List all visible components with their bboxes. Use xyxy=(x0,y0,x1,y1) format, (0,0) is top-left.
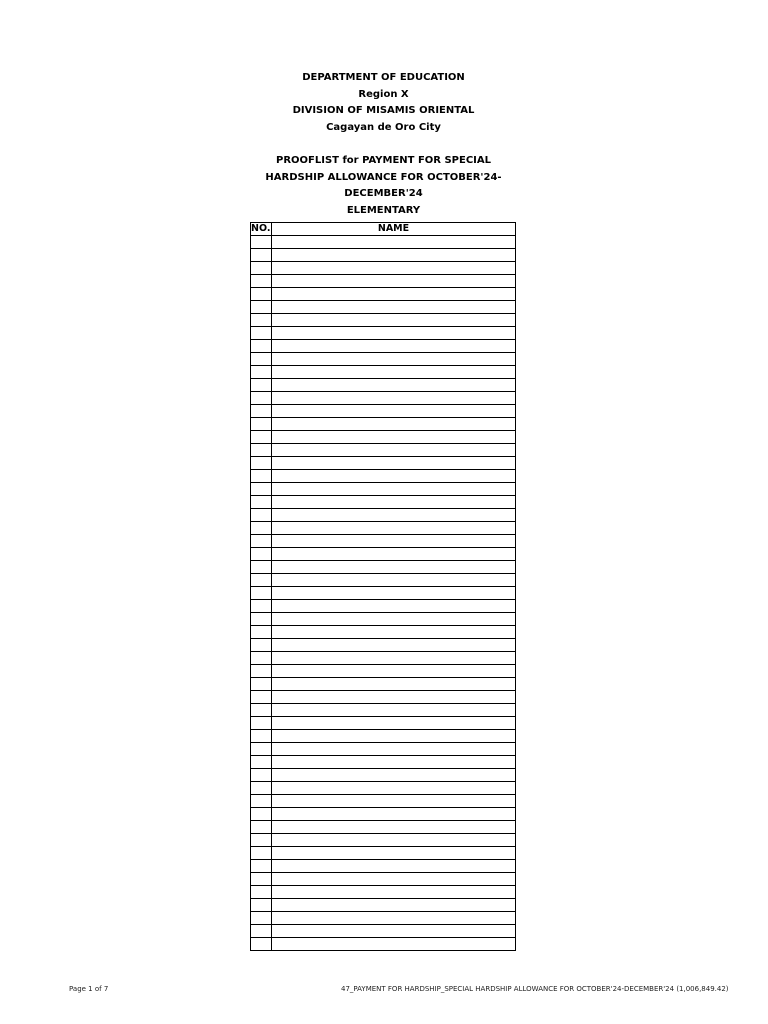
table-row xyxy=(251,236,516,249)
header-spacer xyxy=(250,136,517,153)
row-number-cell xyxy=(251,717,272,730)
row-name-cell xyxy=(272,678,516,691)
row-number-cell xyxy=(251,405,272,418)
row-name-cell xyxy=(272,899,516,912)
row-name-cell xyxy=(272,873,516,886)
division-name: DIVISION OF MISAMIS ORIENTAL xyxy=(292,105,475,116)
row-name-cell xyxy=(272,769,516,782)
row-name-cell xyxy=(272,444,516,457)
row-number-cell xyxy=(251,548,272,561)
row-number-cell xyxy=(251,353,272,366)
row-name-cell xyxy=(272,639,516,652)
row-name-cell xyxy=(272,483,516,496)
table-row xyxy=(251,587,516,600)
table-row xyxy=(251,522,516,535)
row-name-cell xyxy=(272,431,516,444)
table-row xyxy=(251,457,516,470)
row-number-cell xyxy=(251,938,272,951)
table-row xyxy=(251,431,516,444)
row-name-cell xyxy=(272,691,516,704)
table-row xyxy=(251,743,516,756)
row-number-cell xyxy=(251,496,272,509)
row-number-cell xyxy=(251,379,272,392)
row-name-cell xyxy=(272,418,516,431)
row-name-cell xyxy=(272,340,516,353)
row-number-cell xyxy=(251,912,272,925)
table-row xyxy=(251,678,516,691)
column-header-no: NO. xyxy=(251,223,271,234)
table-row xyxy=(251,444,516,457)
row-name-cell xyxy=(272,808,516,821)
table-row xyxy=(251,873,516,886)
school-level: ELEMENTARY xyxy=(346,204,421,216)
row-name-cell xyxy=(272,704,516,717)
row-name-cell xyxy=(272,522,516,535)
row-name-cell xyxy=(272,938,516,951)
row-number-cell xyxy=(251,262,272,275)
row-number-cell xyxy=(251,275,272,288)
row-name-cell xyxy=(272,756,516,769)
table-row xyxy=(251,301,516,314)
table-row xyxy=(251,652,516,665)
row-number-cell xyxy=(251,899,272,912)
prooflist-table xyxy=(250,222,516,951)
row-number-cell xyxy=(251,795,272,808)
table-row xyxy=(251,405,516,418)
row-number-cell xyxy=(251,301,272,314)
table-row xyxy=(251,756,516,769)
row-number-cell xyxy=(251,366,272,379)
row-name-cell xyxy=(272,613,516,626)
document-header xyxy=(250,70,517,219)
row-name-cell xyxy=(272,314,516,327)
row-number-cell xyxy=(251,431,272,444)
row-name-cell xyxy=(272,379,516,392)
row-number-cell xyxy=(251,704,272,717)
row-name-cell xyxy=(272,912,516,925)
row-number-cell xyxy=(251,444,272,457)
table-row xyxy=(251,821,516,834)
row-number-cell xyxy=(251,691,272,704)
table-row xyxy=(251,834,516,847)
table-row xyxy=(251,379,516,392)
row-name-cell xyxy=(272,262,516,275)
table-row xyxy=(251,496,516,509)
table-row xyxy=(251,886,516,899)
row-number-cell xyxy=(251,613,272,626)
table-row xyxy=(251,535,516,548)
row-number-cell xyxy=(251,860,272,873)
file-name: 47_PAYMENT FOR HARDSHIP_SPECIAL HARDSHIP ALLOWANCE FOR OCTOBER'24-DECEMBER'24 (1,006,849.42) xyxy=(341,985,729,993)
row-number-cell xyxy=(251,236,272,249)
row-name-cell xyxy=(272,834,516,847)
table-row xyxy=(251,704,516,717)
row-number-cell xyxy=(251,886,272,899)
row-name-cell xyxy=(272,717,516,730)
row-name-cell xyxy=(272,847,516,860)
row-name-cell xyxy=(272,743,516,756)
table-row xyxy=(251,366,516,379)
row-number-cell xyxy=(251,730,272,743)
row-number-cell xyxy=(251,340,272,353)
row-number-cell xyxy=(251,782,272,795)
table-row xyxy=(251,327,516,340)
column-header-name: NAME xyxy=(272,223,516,236)
table-row xyxy=(251,548,516,561)
table-row xyxy=(251,392,516,405)
row-number-cell xyxy=(251,483,272,496)
table-row xyxy=(251,288,516,301)
row-name-cell xyxy=(272,730,516,743)
row-number-cell xyxy=(251,639,272,652)
row-number-cell xyxy=(251,600,272,613)
row-number-cell xyxy=(251,522,272,535)
row-number-cell xyxy=(251,834,272,847)
table-row xyxy=(251,509,516,522)
row-number-cell xyxy=(251,314,272,327)
row-name-cell xyxy=(272,236,516,249)
table-row xyxy=(251,925,516,938)
table-row xyxy=(251,353,516,366)
row-name-cell xyxy=(272,860,516,873)
table-row xyxy=(251,613,516,626)
row-number-cell xyxy=(251,418,272,431)
table-row xyxy=(251,418,516,431)
row-name-cell xyxy=(272,886,516,899)
region-name: Region X xyxy=(358,88,409,100)
row-number-cell xyxy=(251,626,272,639)
row-number-cell xyxy=(251,327,272,340)
row-name-cell xyxy=(272,496,516,509)
document-title: PROOFLIST for PAYMENT FOR SPECIAL HARDSHIP ALLOWANCE FOR OCTOBER'24-DECEMBER'24 xyxy=(265,155,502,199)
table-row xyxy=(251,769,516,782)
table-row xyxy=(251,899,516,912)
city-name: Cagayan de Oro City xyxy=(326,121,441,133)
table-row xyxy=(251,600,516,613)
row-name-cell xyxy=(272,457,516,470)
row-name-cell xyxy=(272,821,516,834)
row-name-cell xyxy=(272,561,516,574)
row-name-cell xyxy=(272,548,516,561)
row-name-cell xyxy=(272,665,516,678)
table-row xyxy=(251,470,516,483)
row-number-cell xyxy=(251,249,272,262)
table-row xyxy=(251,249,516,262)
table-row xyxy=(251,275,516,288)
row-name-cell xyxy=(272,249,516,262)
row-name-cell xyxy=(272,587,516,600)
row-name-cell xyxy=(272,600,516,613)
row-number-cell xyxy=(251,457,272,470)
table-row xyxy=(251,795,516,808)
table-row xyxy=(251,561,516,574)
row-name-cell xyxy=(272,782,516,795)
row-number-cell xyxy=(251,665,272,678)
row-number-cell xyxy=(251,821,272,834)
row-name-cell xyxy=(272,925,516,938)
row-name-cell xyxy=(272,652,516,665)
row-number-cell xyxy=(251,587,272,600)
row-name-cell xyxy=(272,405,516,418)
table-body xyxy=(251,236,516,951)
table-row xyxy=(251,574,516,587)
row-name-cell xyxy=(272,509,516,522)
row-name-cell xyxy=(272,366,516,379)
row-number-cell xyxy=(251,743,272,756)
table-row xyxy=(251,938,516,951)
row-name-cell xyxy=(272,795,516,808)
row-number-cell xyxy=(251,678,272,691)
table-row xyxy=(251,483,516,496)
table-row xyxy=(251,314,516,327)
row-number-cell xyxy=(251,392,272,405)
table-row xyxy=(251,808,516,821)
row-name-cell xyxy=(272,275,516,288)
table-row xyxy=(251,912,516,925)
row-number-cell xyxy=(251,756,272,769)
row-number-cell xyxy=(251,925,272,938)
row-number-cell xyxy=(251,652,272,665)
row-number-cell xyxy=(251,509,272,522)
row-name-cell xyxy=(272,288,516,301)
department-name: DEPARTMENT OF EDUCATION xyxy=(302,72,465,83)
row-number-cell xyxy=(251,288,272,301)
table-row xyxy=(251,340,516,353)
table-row xyxy=(251,639,516,652)
page-number: Page 1 of 7 xyxy=(69,985,109,993)
table-row xyxy=(251,626,516,639)
row-name-cell xyxy=(272,574,516,587)
row-number-cell xyxy=(251,470,272,483)
table-header-row xyxy=(251,223,516,236)
row-number-cell xyxy=(251,873,272,886)
row-number-cell xyxy=(251,574,272,587)
row-name-cell xyxy=(272,626,516,639)
row-number-cell xyxy=(251,847,272,860)
row-name-cell xyxy=(272,392,516,405)
table-row xyxy=(251,691,516,704)
table-row xyxy=(251,717,516,730)
table-row xyxy=(251,782,516,795)
row-number-cell xyxy=(251,808,272,821)
row-number-cell xyxy=(251,561,272,574)
row-name-cell xyxy=(272,301,516,314)
row-name-cell xyxy=(272,353,516,366)
row-name-cell xyxy=(272,535,516,548)
table-row xyxy=(251,860,516,873)
row-number-cell xyxy=(251,769,272,782)
table-row xyxy=(251,665,516,678)
table-row xyxy=(251,262,516,275)
table-row xyxy=(251,847,516,860)
row-name-cell xyxy=(272,327,516,340)
row-number-cell xyxy=(251,535,272,548)
row-name-cell xyxy=(272,470,516,483)
table-row xyxy=(251,730,516,743)
